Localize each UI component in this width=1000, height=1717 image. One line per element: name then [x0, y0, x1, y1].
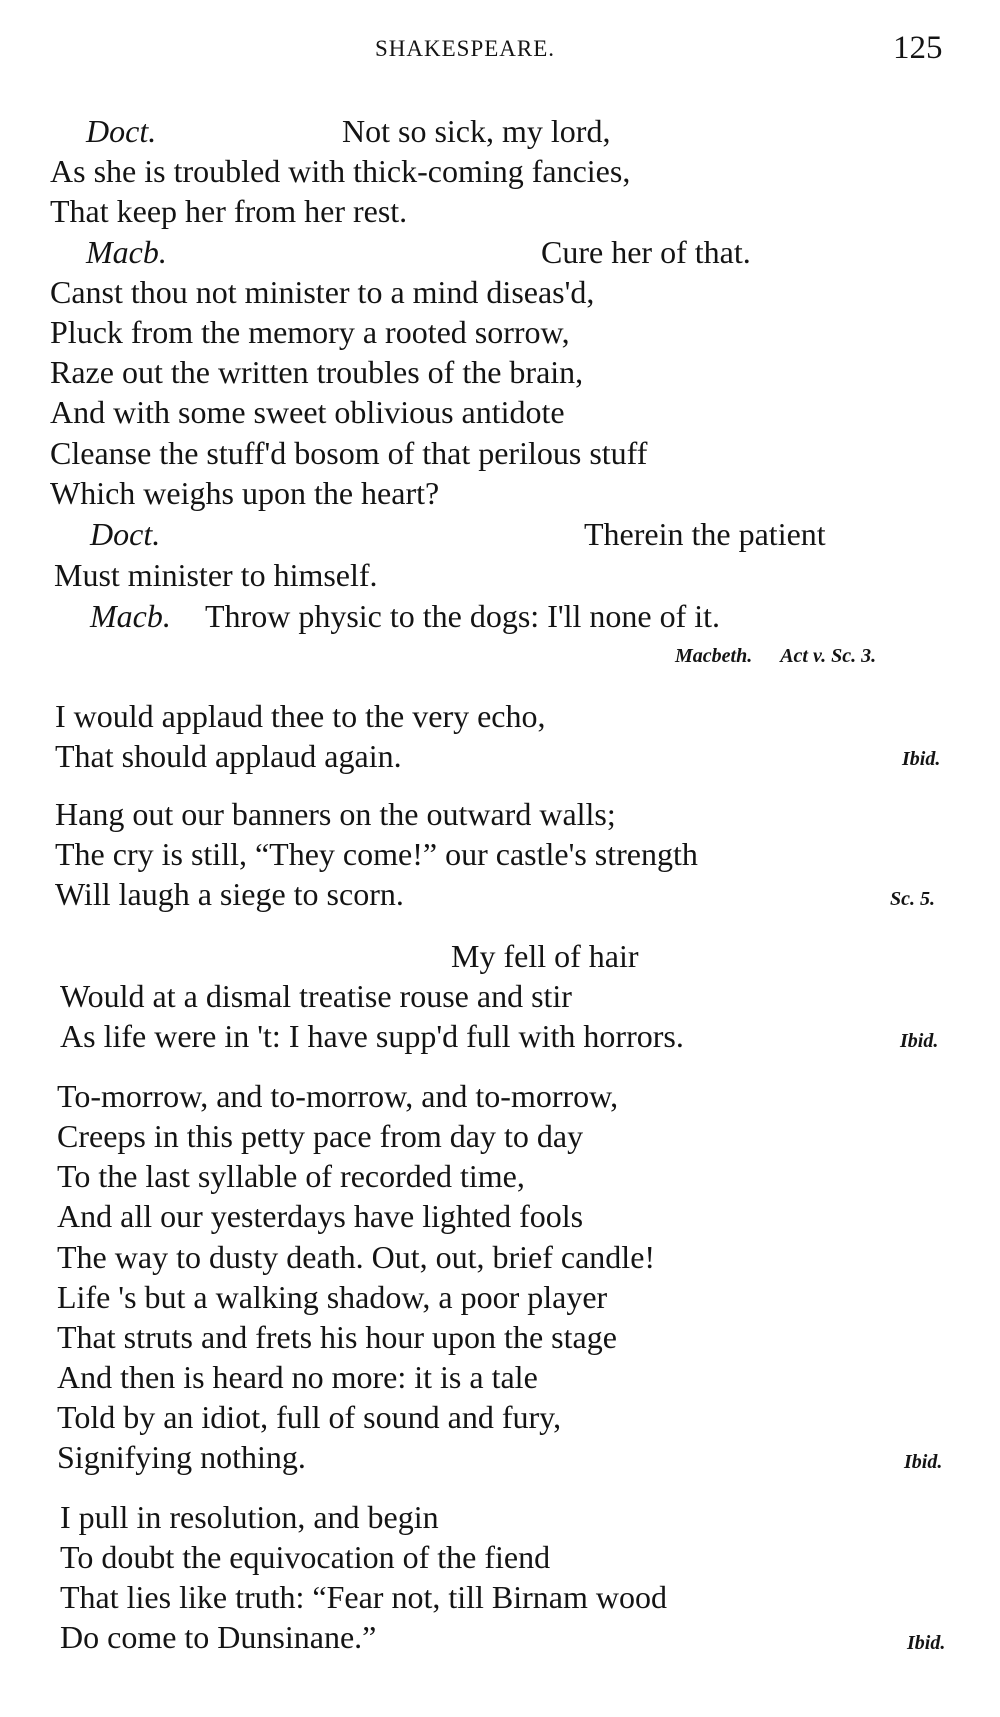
source-reference	[675, 645, 876, 668]
verse-line: Will laugh a siege to scorn.	[55, 876, 404, 912]
speaker-doct: Doct.	[90, 516, 161, 552]
verse-line: I pull in resolution, and begin	[60, 1499, 439, 1535]
source-reference: Ibid.	[907, 1632, 946, 1654]
verse-line: As life were in 't: I have supp'd full with horrors.	[60, 1018, 684, 1054]
verse-line: Life 's but a walking shadow, a poor player	[57, 1279, 608, 1315]
source-reference: Ibid.	[902, 748, 941, 770]
verse-line: Which weighs upon the heart?	[50, 475, 440, 511]
verse-line: Would at a dismal treatise rouse and stir	[60, 978, 572, 1014]
verse-line: Cleanse the stuff'd bosom of that perilous stuff	[50, 435, 648, 471]
verse-line: Pluck from the memory a rooted sorrow,	[50, 314, 570, 350]
verse-line: Do come to Dunsinane.”	[60, 1619, 377, 1655]
verse-line: The way to dusty death. Out, out, brief candle!	[57, 1239, 656, 1275]
verse-line: My fell of hair	[451, 938, 639, 974]
verse-line: And all our yesterdays have lighted fools	[57, 1198, 584, 1234]
verse-line: To doubt the equivocation of the fiend	[60, 1539, 551, 1575]
verse-line: That lies like truth: “Fear not, till Birnam wood	[60, 1579, 667, 1615]
verse-line: Not so sick, my lord,	[342, 113, 611, 149]
verse-line: Told by an idiot, full of sound and fury,	[57, 1399, 562, 1435]
source-reference: Sc. 5.	[890, 888, 935, 910]
verse-line: Canst thou not minister to a mind diseas'd,	[50, 274, 595, 310]
speaker-macb: Macb.	[86, 234, 167, 270]
ref-act-scene: Act v. Sc. 3.	[780, 645, 877, 667]
source-reference: Ibid.	[904, 1451, 943, 1473]
verse-line: Signifying nothing.	[57, 1439, 306, 1475]
running-head: SHAKESPEARE.	[375, 36, 556, 61]
verse-line: Hang out our banners on the outward walls;	[55, 796, 616, 832]
verse-line: Raze out the written troubles of the brain,	[50, 354, 584, 390]
page-number: 125	[893, 30, 943, 66]
speaker-macb: Macb.	[90, 598, 171, 634]
verse-line: As she is troubled with thick-coming fancies,	[50, 153, 631, 189]
verse-line: That keep her from her rest.	[50, 193, 408, 229]
verse-line: Throw physic to the dogs: I'll none of it.	[205, 598, 721, 634]
verse-line: And then is heard no more: it is a tale	[57, 1359, 538, 1395]
verse-line: That should applaud again.	[55, 738, 402, 774]
speaker-doct: Doct.	[86, 113, 157, 149]
verse-line: And with some sweet oblivious antidote	[50, 394, 565, 430]
verse-line: Must minister to himself.	[54, 557, 378, 593]
verse-line: To-morrow, and to-morrow, and to-morrow,	[57, 1078, 619, 1114]
verse-line: The cry is still, “They come!” our castle's strength	[55, 836, 698, 872]
source-reference: Ibid.	[900, 1030, 939, 1052]
verse-line: To the last syllable of recorded time,	[57, 1158, 525, 1194]
verse-line: That struts and frets his hour upon the stage	[57, 1319, 617, 1355]
verse-line: Cure her of that.	[541, 234, 751, 270]
verse-line: Creeps in this petty pace from day to day	[57, 1118, 584, 1154]
verse-line: I would applaud thee to the very echo,	[55, 698, 546, 734]
verse-line: Therein the patient	[584, 516, 826, 552]
ref-play: Macbeth.	[675, 645, 753, 667]
